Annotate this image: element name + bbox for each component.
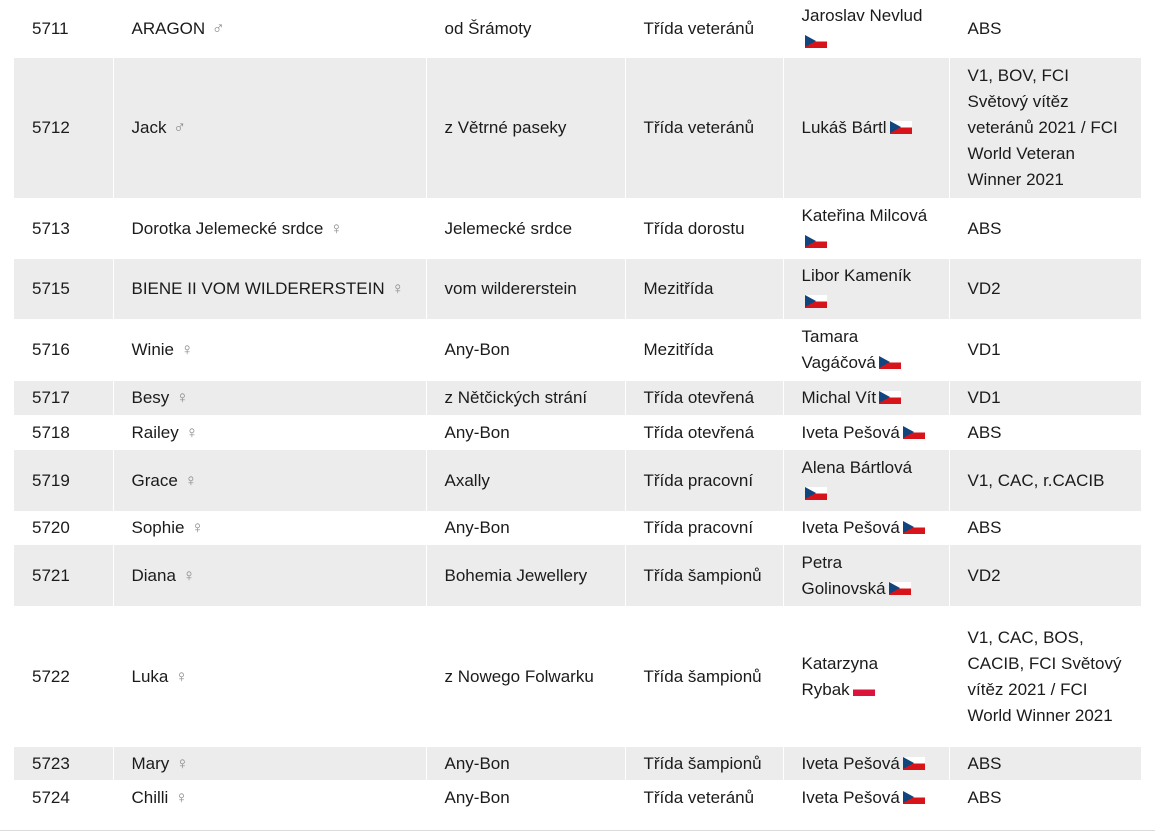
bottom-divider [0, 830, 1155, 831]
table-row [14, 606, 1141, 747]
czech-flag-icon [903, 757, 925, 770]
catalog-number: 5711 [32, 19, 69, 38]
kennel-cell [426, 450, 625, 511]
class-cell [625, 545, 783, 606]
result-text: ABS [967, 218, 1002, 238]
female-icon: ♀ [185, 422, 199, 442]
catalog-number: 5715 [32, 279, 70, 298]
kennel-cell [426, 58, 625, 198]
catalog-number: 5712 [32, 118, 70, 137]
class-name: Mezitřída [643, 279, 714, 298]
class-name: Třída šampionů [643, 565, 762, 585]
dog-name-cell [113, 259, 426, 319]
result-text: V1, BOV, FCI Světový vítěz veteránů 2021 / FCI World Veteran Winner 2021 [967, 66, 1118, 189]
catalog-number-cell [14, 259, 113, 319]
table-row [14, 259, 1141, 319]
kennel-name: Bohemia Jewellery [444, 565, 588, 585]
result-text: V1, CAC, r.CACIB [967, 470, 1105, 490]
table-row [14, 780, 1141, 815]
class-name: Třída otevřená [643, 422, 755, 442]
owner-name: Iveta Pešová [801, 518, 900, 537]
kennel-cell [426, 319, 625, 381]
female-icon: ♀ [184, 470, 198, 490]
czech-flag-icon [879, 391, 901, 404]
kennel-cell [426, 780, 625, 815]
owner-name: Iveta Pešová [801, 753, 900, 773]
catalog-number: 5723 [32, 753, 70, 773]
kennel-name: Any-Bon [444, 422, 510, 442]
table-row [14, 0, 1141, 58]
kennel-cell [426, 381, 625, 415]
kennel-name: Jelemecké srdce [444, 218, 573, 238]
kennel-cell [426, 511, 625, 545]
kennel-name: z Nowego Folwarku [444, 666, 594, 686]
czech-flag-icon [890, 121, 912, 134]
czech-flag-icon [889, 582, 911, 595]
owner-name: Kateřina Milcová [801, 205, 928, 225]
female-icon: ♀ [176, 388, 189, 407]
dog-name: Diana [131, 565, 176, 585]
female-icon: ♀ [175, 787, 188, 807]
class-name: Třída pracovní [643, 470, 754, 490]
kennel-name: z Větrné paseky [444, 118, 567, 137]
female-icon: ♀ [175, 666, 188, 686]
class-cell [625, 780, 783, 815]
male-icon: ♂ [211, 19, 225, 38]
owner-cell [783, 747, 949, 780]
dog-name: Mary [131, 753, 170, 773]
female-icon: ♀ [176, 753, 189, 773]
kennel-cell [426, 545, 625, 606]
owner-cell [783, 415, 949, 450]
catalog-number: 5722 [32, 666, 70, 686]
class-cell [625, 198, 783, 259]
class-cell [625, 511, 783, 545]
czech-flag-icon [805, 487, 827, 500]
kennel-name: Any-Bon [444, 340, 510, 359]
kennel-name: z Nětčických strání [444, 388, 588, 407]
class-name: Třída dorostu [643, 218, 745, 238]
class-name: Třída pracovní [643, 518, 754, 537]
catalog-number: 5719 [32, 470, 70, 490]
catalog-number-cell [14, 381, 113, 415]
kennel-cell [426, 606, 625, 747]
poland-flag-icon [853, 683, 875, 696]
owner-cell [783, 198, 949, 259]
dog-name-cell [113, 381, 426, 415]
class-name: Třída veteránů [643, 19, 755, 38]
catalog-number-cell [14, 0, 113, 58]
male-icon: ♂ [173, 118, 186, 137]
results-table-container [14, 0, 1141, 815]
catalog-number: 5718 [32, 422, 70, 442]
dog-name: Railey [131, 422, 179, 442]
result-cell [949, 415, 1141, 450]
kennel-cell [426, 747, 625, 780]
czech-flag-icon [903, 426, 925, 439]
owner-name: Petra Golinovská [801, 552, 886, 598]
table-row [14, 545, 1141, 606]
dog-name-cell [113, 319, 426, 381]
dog-name: Dorotka Jelemecké srdce [131, 218, 324, 238]
catalog-number-cell [14, 545, 113, 606]
kennel-name: Axally [444, 470, 490, 490]
dog-name: ARAGON [131, 19, 206, 38]
catalog-number-cell [14, 415, 113, 450]
result-cell [949, 545, 1141, 606]
owner-name: Tamara Vagáčová [801, 327, 876, 372]
dog-name: Sophie [131, 518, 185, 537]
owner-cell [783, 545, 949, 606]
owner-name: Libor Kameník [801, 266, 912, 285]
class-cell [625, 381, 783, 415]
class-cell [625, 747, 783, 780]
result-text: VD1 [967, 388, 1001, 407]
class-cell [625, 58, 783, 198]
class-name: Třída veteránů [643, 787, 755, 807]
result-cell [949, 319, 1141, 381]
result-text: ABS [967, 518, 1002, 537]
results-table-body [14, 0, 1141, 815]
class-cell [625, 259, 783, 319]
dog-name-cell [113, 747, 426, 780]
owner-name: Iveta Pešová [801, 787, 900, 807]
table-row [14, 747, 1141, 780]
dog-name-cell [113, 780, 426, 815]
czech-flag-icon [903, 521, 925, 534]
dog-name-cell [113, 58, 426, 198]
czech-flag-icon [805, 295, 827, 308]
kennel-cell [426, 415, 625, 450]
kennel-name: Any-Bon [444, 753, 510, 773]
dog-name-cell [113, 606, 426, 747]
female-icon: ♀ [191, 518, 204, 537]
table-row [14, 198, 1141, 259]
class-cell [625, 450, 783, 511]
results-table [14, 0, 1141, 815]
result-cell [949, 259, 1141, 319]
result-cell [949, 198, 1141, 259]
class-name: Mezitřída [643, 340, 714, 359]
result-cell [949, 780, 1141, 815]
table-row [14, 511, 1141, 545]
catalog-number-cell [14, 747, 113, 780]
class-name: Třída šampionů [643, 666, 762, 686]
class-cell [625, 415, 783, 450]
class-name: Třída otevřená [643, 388, 755, 407]
catalog-number: 5720 [32, 518, 70, 537]
dog-name: Luka [131, 666, 169, 686]
kennel-name: od Šrámoty [444, 19, 532, 38]
owner-cell [783, 450, 949, 511]
dog-name: Chilli [131, 787, 169, 807]
catalog-number-cell [14, 58, 113, 198]
result-cell [949, 606, 1141, 747]
dog-name-cell [113, 0, 426, 58]
owner-cell [783, 606, 949, 747]
catalog-number: 5713 [32, 218, 70, 238]
kennel-cell [426, 0, 625, 58]
dog-name: Winie [131, 340, 175, 359]
owner-cell [783, 0, 949, 58]
dog-name: Grace [131, 470, 178, 490]
result-text: ABS [967, 787, 1002, 807]
class-cell [625, 319, 783, 381]
owner-cell [783, 259, 949, 319]
catalog-number-cell [14, 450, 113, 511]
class-cell [625, 0, 783, 58]
table-row [14, 319, 1141, 381]
result-cell [949, 511, 1141, 545]
czech-flag-icon [879, 356, 901, 369]
owner-cell [783, 511, 949, 545]
catalog-number-cell [14, 198, 113, 259]
catalog-number-cell [14, 606, 113, 747]
owner-name: Lukáš Bártl [801, 118, 887, 137]
result-cell [949, 747, 1141, 780]
owner-cell [783, 780, 949, 815]
female-icon: ♀ [391, 279, 405, 298]
dog-name-cell [113, 511, 426, 545]
kennel-name: Any-Bon [444, 787, 510, 807]
class-name: Třída veteránů [643, 118, 755, 137]
kennel-name: vom wildererstein [444, 279, 577, 298]
table-row [14, 381, 1141, 415]
owner-name: Jaroslav Nevlud [801, 6, 923, 25]
catalog-number: 5716 [32, 340, 70, 359]
dog-name: Besy [131, 388, 170, 407]
result-text: VD2 [967, 565, 1001, 585]
table-row [14, 415, 1141, 450]
kennel-cell [426, 198, 625, 259]
czech-flag-icon [805, 35, 827, 48]
dog-name: Jack [131, 118, 167, 137]
female-icon: ♀ [182, 565, 196, 585]
table-row [14, 450, 1141, 511]
class-cell [625, 606, 783, 747]
dog-name-cell [113, 415, 426, 450]
owner-name: Michal Vít [801, 388, 877, 407]
owner-cell [783, 381, 949, 415]
catalog-number-cell [14, 511, 113, 545]
owner-cell [783, 319, 949, 381]
result-text: ABS [967, 753, 1002, 773]
class-name: Třída šampionů [643, 753, 762, 773]
result-text: V1, CAC, BOS, CACIB, FCI Světový vítěz 2021 / FCI World Winner 2021 [967, 627, 1122, 725]
result-cell [949, 58, 1141, 198]
result-text: VD2 [967, 279, 1001, 298]
female-icon: ♀ [330, 218, 343, 238]
catalog-number: 5717 [32, 388, 70, 407]
kennel-name: Any-Bon [444, 518, 510, 537]
catalog-number: 5721 [32, 565, 70, 585]
result-text: VD1 [967, 340, 1001, 359]
catalog-number-cell [14, 319, 113, 381]
dog-name-cell [113, 450, 426, 511]
owner-name: Katarzyna Rybak [801, 653, 879, 699]
catalog-number-cell [14, 780, 113, 815]
czech-flag-icon [903, 791, 925, 804]
owner-cell [783, 58, 949, 198]
result-cell [949, 381, 1141, 415]
owner-name: Iveta Pešová [801, 422, 900, 442]
female-icon: ♀ [180, 340, 194, 359]
table-row [14, 58, 1141, 198]
catalog-number: 5724 [32, 787, 70, 807]
dog-name-cell [113, 545, 426, 606]
result-text: ABS [967, 19, 1002, 38]
dog-name: BIENE II VOM WILDERERSTEIN [131, 279, 385, 298]
kennel-cell [426, 259, 625, 319]
czech-flag-icon [805, 235, 827, 248]
dog-name-cell [113, 198, 426, 259]
result-cell [949, 0, 1141, 58]
result-cell [949, 450, 1141, 511]
result-text: ABS [967, 422, 1002, 442]
owner-name: Alena Bártlová [801, 457, 913, 477]
